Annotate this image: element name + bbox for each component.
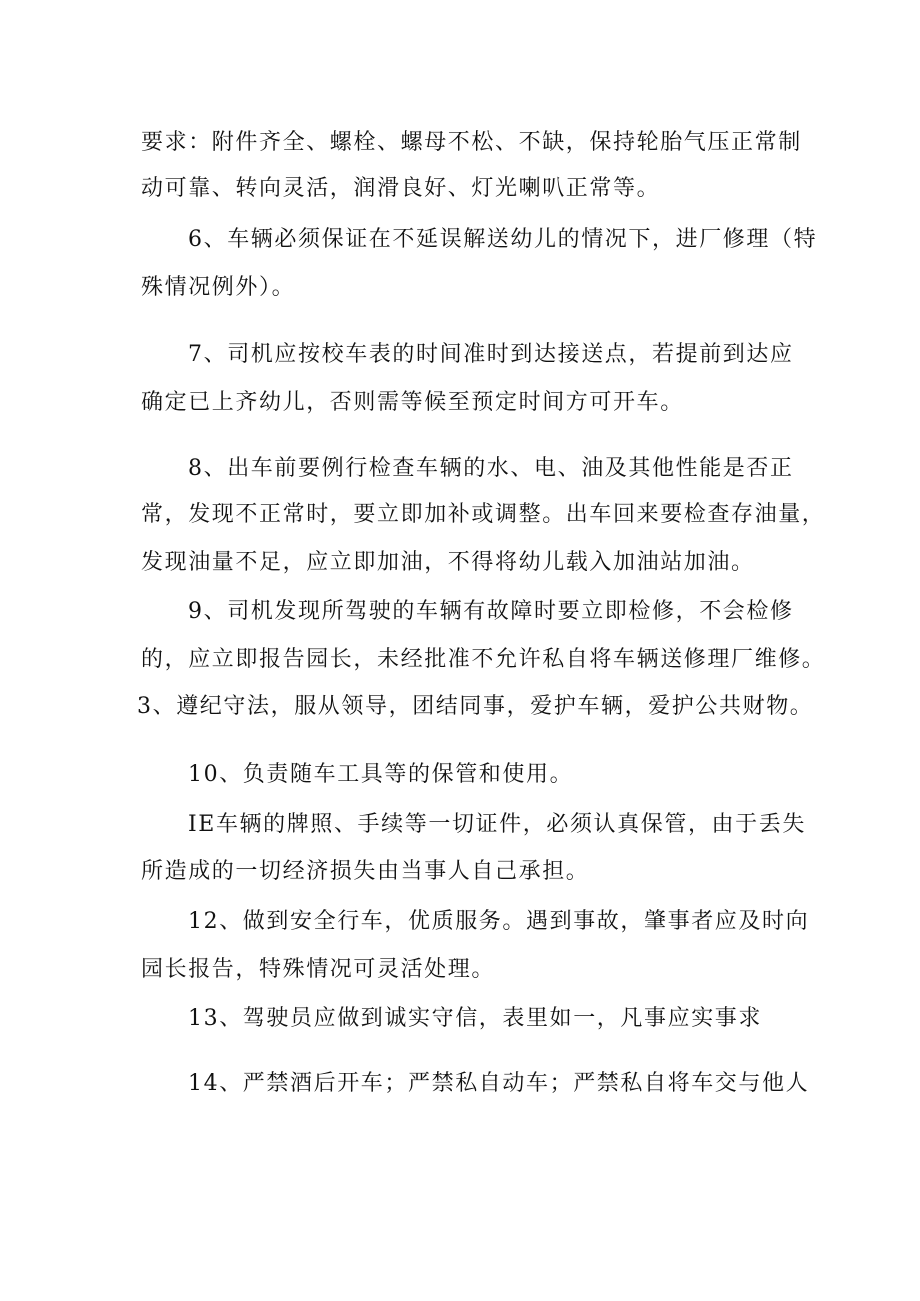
item-14-line: 14、严禁酒后开车；严禁私自动车；严禁私自将车交与他人 <box>188 1071 810 1096</box>
item-8-line-2: 常，发现不正常时，要立即加补或调整。出车回来要检查存油量， <box>141 502 826 527</box>
item-6-line-1: 6、车辆必须保证在不延误解送幼儿的情况下，进厂修理（特 <box>188 227 818 252</box>
item-10-line: 10、负责随车工具等的保管和使用。 <box>188 762 574 787</box>
item-11-line-1: IE车辆的牌照、手续等一切证件，必须认真保管，由于丢失 <box>188 812 806 837</box>
item-13-line: 13、驾驶员应做到诚实守信，表里如一，凡事应实事求 <box>188 1006 762 1031</box>
item-11-line-2: 所造成的一切经济损失由当事人自己承担。 <box>141 859 590 884</box>
item-3-line: 3、遵纪守法，服从领导，团结同事，爱护车辆，爱护公共财物。 <box>137 694 814 719</box>
item-8-line-3: 发现油量不足，应立即加油，不得将幼儿载入加油站加油。 <box>141 550 755 575</box>
item-12-line-1: 12、做到安全行车，优质服务。遇到事故，肇事者应及时向 <box>188 909 810 934</box>
item-12-line-2: 园长报告，特殊情况可灵活处理。 <box>141 957 496 982</box>
item-9-line-1: 9、司机发现所驾驶的车辆有故障时要立即检修，不会检修 <box>188 599 794 624</box>
item-7-line-1: 7、司机应按校车表的时间准时到达接送点，若提前到达应 <box>188 342 794 367</box>
text-line-2: 动可靠、转向灵活，润滑良好、灯光喇叭正常等。 <box>141 176 661 201</box>
item-8-line-1: 8、出车前要例行检查车辆的水、电、油及其他性能是否正 <box>188 456 794 481</box>
item-6-line-2: 殊情况例外）。 <box>141 275 296 300</box>
text-line-1: 要求：附件齐全、螺栓、螺母不松、不缺，保持轮胎气压正常制 <box>141 130 802 155</box>
item-7-line-2: 确定已上齐幼儿，否则需等候至预定时间方可开车。 <box>141 390 684 415</box>
item-9-line-2: 的，应立即报告园长，未经批准不允许私自将车辆送修理厂维修。 <box>141 647 826 672</box>
